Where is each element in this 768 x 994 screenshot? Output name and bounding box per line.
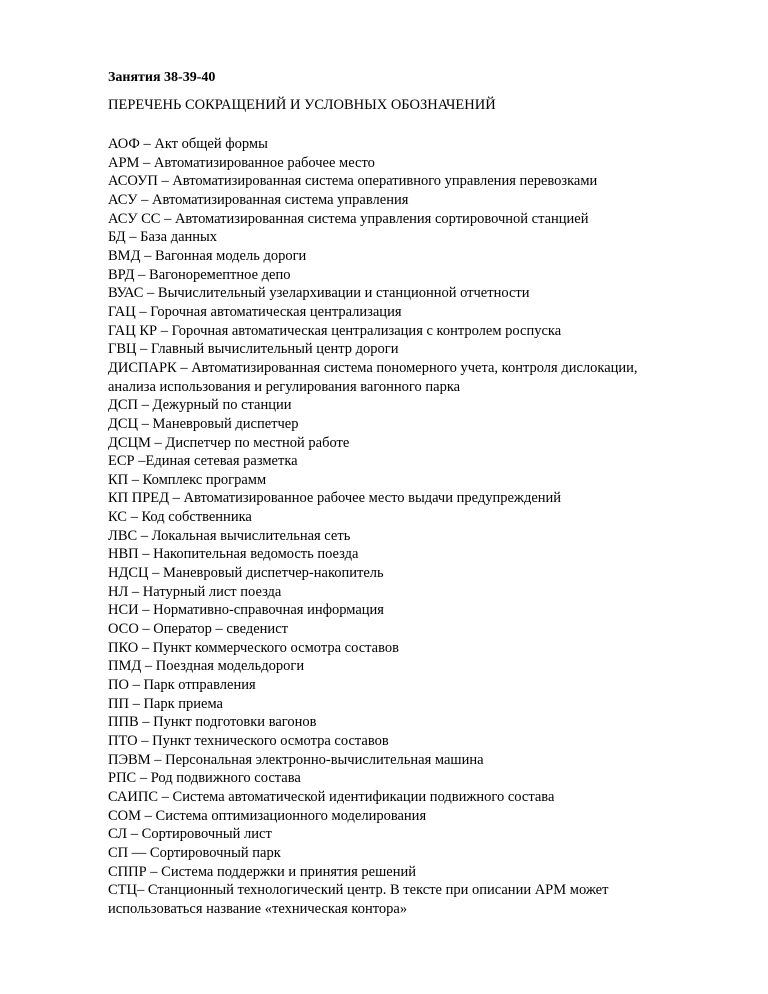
abbreviation-line: ДИСПАРК – Автоматизированная система пономерного учета, контроля дислокации, <box>108 359 638 376</box>
abbreviation-line: ПТО – Пункт технического осмотра составов <box>108 733 389 749</box>
abbreviation-line: ВМД – Вагонная модель дороги <box>108 247 307 264</box>
abbreviation-line: СОМ – Система оптимизационного моделирования <box>108 807 427 824</box>
abbreviation-line: САИПС – Система автоматической идентификации подвижного состава <box>108 788 555 805</box>
abbreviation-line: ППВ – Пункт подготовки вагонов <box>108 714 317 731</box>
abbreviation-line: ПП – Парк приема <box>108 695 223 712</box>
abbreviation-line: НСИ – Нормативно-справочная информация <box>108 602 384 619</box>
abbreviation-list <box>108 135 688 919</box>
abbreviation-line: СТЦ– Станционный технологический центр. В тексте при описании АРМ может <box>108 882 609 899</box>
abbreviation-line: СП –– Сортировочный парк <box>108 844 281 861</box>
abbreviation-line: ПКО – Пункт коммерческого осмотра составов <box>108 639 399 656</box>
abbreviation-line: АСОУП – Автоматизированная система оперативного управления перевозками <box>108 173 598 190</box>
abbreviation-line: анализа использования и регулирования вагонного парка <box>108 378 461 395</box>
abbreviation-line: ВРД – Вагоноремептное депо <box>108 266 291 283</box>
abbreviation-line: ДСП – Дежурный по станции <box>108 397 292 414</box>
abbreviation-line: использоваться название «техническая контора» <box>108 900 408 917</box>
abbreviation-line: НДСЦ – Маневровый диспетчер-накопитель <box>108 565 384 582</box>
abbreviation-line: КП – Комплекс программ <box>108 471 267 488</box>
abbreviation-line: ЛВС – Локальная вычислительная сеть <box>108 527 351 544</box>
abbreviation-line: СЛ – Сортировочный лист <box>108 826 272 843</box>
abbreviation-line: ПО – Парк отправления <box>108 677 256 694</box>
lesson-heading: Занятия 38-39-40 <box>108 70 216 85</box>
abbreviation-line: РПС – Род подвижного состава <box>108 770 301 787</box>
abbreviation-line: АОФ – Акт общей формы <box>108 136 268 152</box>
abbreviation-line: ГВЦ – Главный вычислительный центр дороги <box>108 341 399 358</box>
abbreviation-line: АСУ – Автоматизированная система управления <box>108 191 409 208</box>
abbreviation-line: КП ПРЕД – Автоматизированное рабочее место выдачи предупреждений <box>108 490 562 507</box>
abbreviation-line: НВП – Накопительная ведомость поезда <box>108 546 359 563</box>
list-title: ПЕРЕЧЕНЬ СОКРАЩЕНИЙ И УСЛОВНЫХ ОБОЗНАЧЕНИЙ <box>108 97 496 113</box>
abbreviation-line: БД – База данных <box>108 229 218 246</box>
abbreviation-line: ПМД – Поездная модельдороги <box>108 658 305 675</box>
abbreviation-line: АСУ СС – Автоматизированная система управления сортировочной станцией <box>108 210 589 227</box>
abbreviation-line: ДСЦ – Маневровый диспетчер <box>108 415 299 432</box>
abbreviation-line: НЛ – Натурный лист поезда <box>108 583 282 600</box>
abbreviation-line: ПЭВМ – Персональная электронно-вычислительная машина <box>108 751 484 768</box>
abbreviation-line: КС – Код собственника <box>108 509 252 526</box>
abbreviation-line: ЕСР –Единая сетевая разметка <box>108 453 298 470</box>
abbreviation-line: ВУАС – Вычислительный узелархивации и станционной отчетности <box>108 285 530 302</box>
abbreviation-line: ГАЦ КР – Горочная автоматическая централизация с контролем роспуска <box>108 322 562 339</box>
abbreviation-line: ДСЦМ – Диспетчер по местной работе <box>108 434 350 451</box>
abbreviation-line: ГАЦ – Горочная автоматическая централизация <box>108 303 402 320</box>
abbreviation-line: СППР – Система поддержки и принятия решений <box>108 863 416 880</box>
abbreviation-line: АРМ – Автоматизированное рабочее место <box>108 154 375 171</box>
abbreviation-line: ОСО – Оператор – сведенист <box>108 621 288 638</box>
